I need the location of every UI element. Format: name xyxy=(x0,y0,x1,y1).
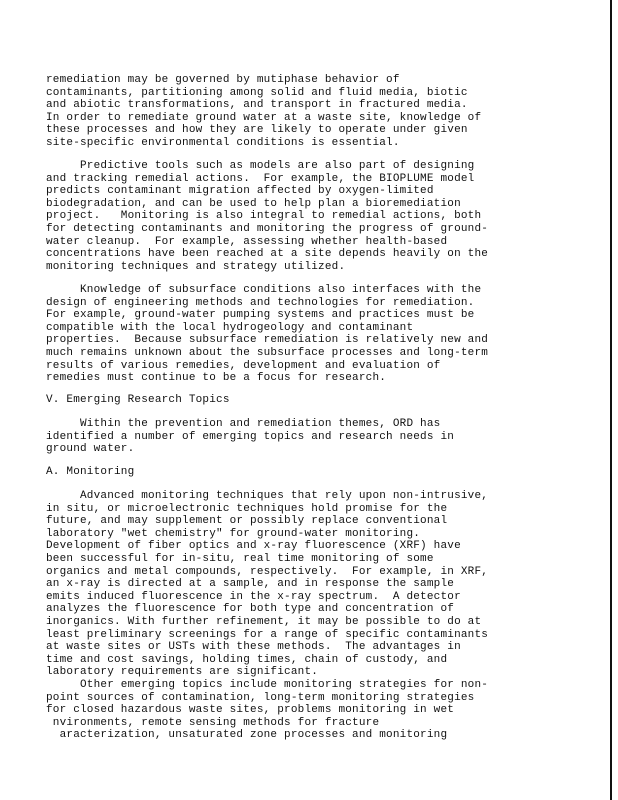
paragraph-2-line: water cleanup. For example, assessing whether health-based xyxy=(46,235,448,248)
paragraph-5-line: at waste sites or USTs with these methods. The advantages in xyxy=(46,641,461,654)
paragraph-2-line: and tracking remedial actions. For example, the BIOPLUME model xyxy=(46,172,475,185)
paragraph-3-line: much remains unknown about the subsurface processes and long-term xyxy=(46,347,489,359)
section-heading-v: V. Emerging Research Topics xyxy=(46,394,230,406)
paragraph-1-line: these processes and how they are likely to operate under given xyxy=(46,124,468,137)
paragraph-3-line: compatible with the local hydrogeology and contaminant xyxy=(46,321,414,334)
paragraph-6-line: nvironments, remote sensing methods for fracture xyxy=(46,716,380,729)
paragraph-5-line: in situ, or microelectronic techniques hold promise for the xyxy=(46,502,448,515)
paragraph-4-line: identified a number of emerging topics and research needs in xyxy=(46,430,455,443)
page-edge-rule xyxy=(610,0,612,800)
paragraph-5-line: organics and metal compounds, respectively. For example, in XRF, xyxy=(46,565,489,578)
paragraph-4-line: Within the prevention and remediation themes, ORD has xyxy=(46,418,441,430)
paragraph-3-line: design of engineering methods and technologies for remediation. xyxy=(46,296,475,309)
paragraph-6-line: for closed hazardous waste sites, problems monitoring in wet xyxy=(46,704,455,717)
paragraph-5-line: been successful for in-situ, real time monitoring of some xyxy=(46,553,434,565)
paragraph-5-line: future, and may supplement or possibly replace conventional xyxy=(46,515,448,528)
paragraph-3-line: remedies must continue to be a focus for research. xyxy=(46,372,387,385)
paragraph-3-line: Knowledge of subsurface conditions also interfaces with the xyxy=(46,284,482,296)
paragraph-1-line: remediation may be governed by mutiphase behavior of xyxy=(46,74,400,86)
paragraph-2-line: concentrations have been reached at a site depends heavily on the xyxy=(46,248,489,261)
section-heading-a: A. Monitoring xyxy=(46,466,135,478)
paragraph-3-line: properties. Because subsurface remediation is relatively new and xyxy=(46,334,489,347)
paragraph-2-line: predicts contaminant migration affected by oxygen-limited xyxy=(46,185,434,198)
paragraph-5-line: least preliminary screenings for a range of specific contaminants xyxy=(46,628,489,641)
paragraph-2-line: Predictive tools such as models are also part of designing xyxy=(46,160,475,172)
paragraph-5-line: Advanced monitoring techniques that rely upon non-intrusive, xyxy=(46,490,489,502)
paragraph-3-line: results of various remedies, development and evaluation of xyxy=(46,359,441,372)
paragraph-5-line: analyzes the fluorescence for both type and concentration of xyxy=(46,603,455,616)
paragraph-5-line: inorganics. With further refinement, it may be possible to do at xyxy=(46,616,482,628)
paragraph-1-line: site-specific environmental conditions is essential. xyxy=(46,137,400,149)
paragraph-2-line: project. Monitoring is also integral to remedial actions, both xyxy=(46,210,482,223)
paragraph-6-line: aracterization, unsaturated zone processes and monitoring xyxy=(46,729,448,742)
paragraph-5-line: time and cost savings, holding times, chain of custody, and xyxy=(46,653,448,666)
paragraph-5-line: an x-ray is directed at a sample, and in response the sample xyxy=(46,578,455,591)
paragraph-2-line: biodegradation, and can be used to help plan a bioremediation xyxy=(46,197,461,210)
paragraph-2-line: monitoring techniques and strategy utilized. xyxy=(46,260,346,273)
paragraph-5-line: laboratory "wet chemistry" for ground-water monitoring. xyxy=(46,527,421,540)
paragraph-5-line: emits induced fluorescence in the x-ray spectrum. A detector xyxy=(46,590,461,603)
paragraph-1-line: contaminants, partitioning among solid and fluid media, biotic xyxy=(46,86,468,99)
paragraph-2-line: for detecting contaminants and monitoring the progress of ground- xyxy=(46,223,489,235)
paragraph-1-line: In order to remediate ground water at a waste site, knowledge of xyxy=(46,111,482,124)
paragraph-5-line: Development of fiber optics and x-ray fluorescence (XRF) have xyxy=(46,540,461,553)
paragraph-6-line: Other emerging topics include monitoring strategies for non- xyxy=(46,679,489,691)
paragraph-3-line: For example, ground-water pumping systems and practices must be xyxy=(46,309,475,322)
paragraph-6-line: point sources of contamination, long-term monitoring strategies xyxy=(46,691,475,704)
paragraph-4-line: ground water. xyxy=(46,443,135,456)
paragraph-5-line: laboratory requirements are significant. xyxy=(46,666,319,679)
paragraph-1-line: and abiotic transformations, and transport in fractured media. xyxy=(46,99,468,112)
